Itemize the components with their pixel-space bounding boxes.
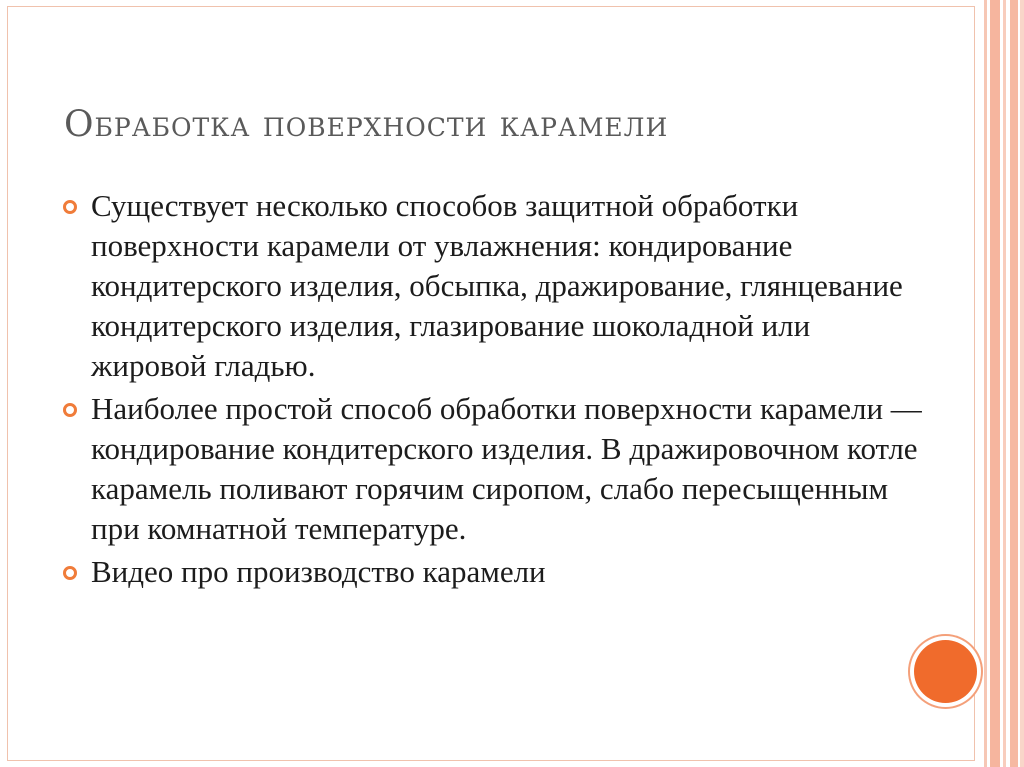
bullet-text: Существует несколько способов защитной обработки поверхности карамели от увлажнения: кондирование кондитерского изделия, обсыпка, дражирование, глянцевание кондитерского изделия, глазирование шоколадной или жировой гладью. xyxy=(91,188,903,383)
decorative-stripe xyxy=(984,0,987,767)
bullet-list xyxy=(62,186,922,595)
ring-bullet-icon xyxy=(63,566,77,580)
bullet-item-link[interactable] xyxy=(62,552,922,592)
video-link-text[interactable]: Видео про производство карамели xyxy=(91,554,546,589)
decorative-stripe xyxy=(1010,0,1018,767)
bullet-item xyxy=(62,389,922,549)
ring-bullet-icon xyxy=(63,200,77,214)
orange-circle-icon xyxy=(914,640,977,703)
bullet-text: Наиболее простой способ обработки поверхности карамели — кондирование кондитерского изделия. В дражировочном котле карамель поливают горячим сиропом, слабо пересыщенным при комнатной температуре. xyxy=(91,391,922,546)
decorative-stripe xyxy=(1020,0,1024,767)
bullet-item xyxy=(62,186,922,386)
decorative-stripe xyxy=(1003,0,1006,767)
slide-title: Обработка поверхности карамели xyxy=(64,104,669,145)
ring-bullet-icon xyxy=(63,403,77,417)
decorative-stripe xyxy=(990,0,1000,767)
